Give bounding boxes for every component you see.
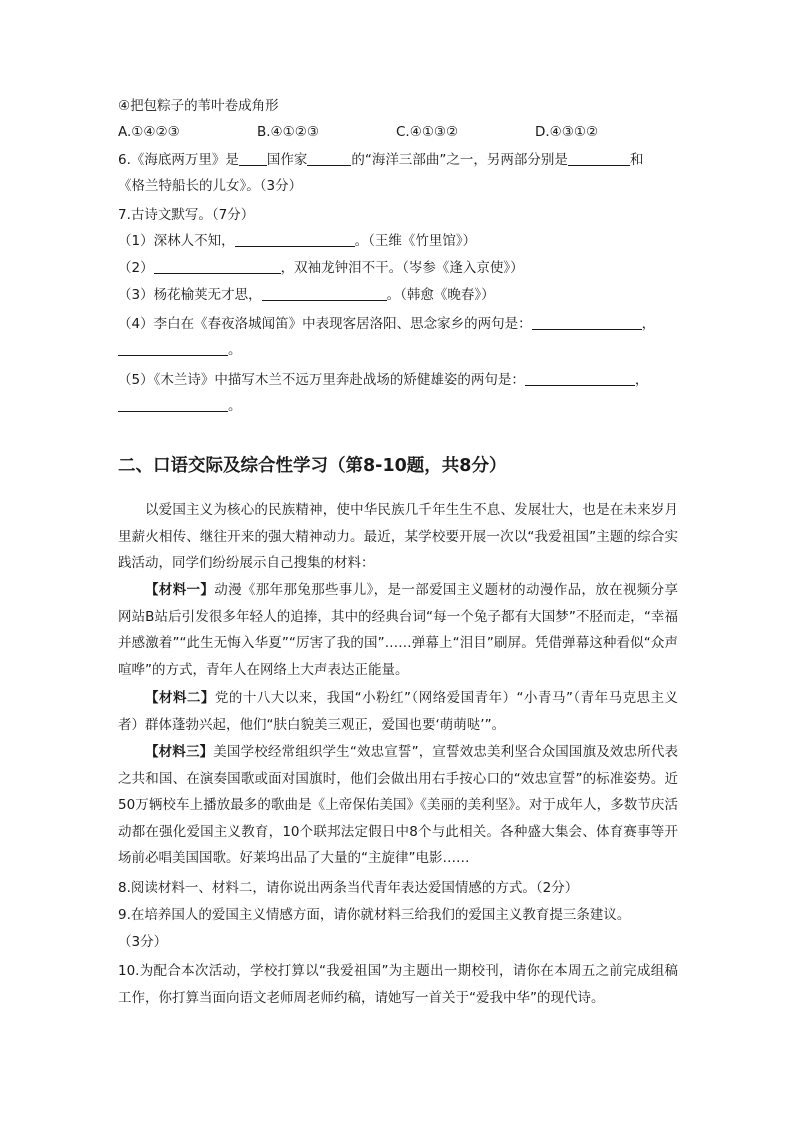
q6-line-1 <box>118 150 643 170</box>
q7-title: 7.古诗文默写。（7分） <box>118 207 255 223</box>
material-2 <box>118 685 678 738</box>
q5-option-d: D.④③①② <box>535 124 599 140</box>
q5-option-b: B.④①②③ <box>257 124 319 140</box>
q5-option-a: A.①④②③ <box>118 124 180 140</box>
q7-5-blank-a[interactable] <box>525 371 635 386</box>
q7-3-suffix: 。（韩愈《晚春》） <box>386 287 495 303</box>
q7-item-5-cont <box>118 396 242 416</box>
q7-5-prefix: （5）《木兰诗》中描写木兰不远万里奔赴战场的矫健雄姿的两句是： <box>118 372 525 388</box>
material-3-tag: 【材料三】 <box>145 744 214 760</box>
q5-item-4: ④把包粽子的苇叶卷成角形 <box>118 98 279 114</box>
q7-4-comma: ， <box>641 316 656 332</box>
q7-5-blank-b[interactable] <box>118 397 228 412</box>
material-2-tag: 【材料二】 <box>145 690 215 706</box>
q7-3-prefix: （3）杨花榆荚无才思， <box>118 287 262 303</box>
q7-1-prefix: （1）深林人不知， <box>118 233 235 249</box>
q5-option-c: C.④①③② <box>396 124 459 140</box>
q7-5-comma: ， <box>634 372 649 388</box>
q7-5-period: 。 <box>228 398 242 414</box>
q6-text-2: 国作家 <box>266 152 308 168</box>
q10-text: 10.为配合本次活动，学校打算以“我爱祖国”为主题出一期校刊，请你在本周五之前完成组稿工作，你打算当面向语文老师周老师约稿，请她写一首关于“爱我中华”的现代诗。 <box>118 963 678 1006</box>
q6-line-2: 《格兰特船长的儿女》。（3分） <box>118 178 303 194</box>
q8: 8.阅读材料一、材料二，请你说出两条当代青年表达爱国情感的方式。（2分） <box>118 880 579 896</box>
q7-item-4 <box>118 314 655 334</box>
q7-4-blank-b[interactable] <box>118 341 228 356</box>
q6-text-4: 和 <box>629 152 644 168</box>
material-1-tag: 【材料一】 <box>145 582 215 598</box>
material-2-text: 党的十八大以来，我国“小粉红”（网络爱国青年）“小青马”（青年马克思主义者）群体蓬勃兴起，他们“肤白貌美三观正，爱国也要‘萌萌哒’”。 <box>118 690 679 733</box>
q7-3-blank[interactable] <box>262 286 387 301</box>
q6-blank-country[interactable] <box>239 151 267 166</box>
q6-blank-author[interactable] <box>307 151 351 166</box>
q7-4-blank-a[interactable] <box>532 315 642 330</box>
q7-item-1 <box>118 231 476 251</box>
q6-text-3: 的“海洋三部曲”之一，另两部分别是 <box>351 152 568 168</box>
q7-4-period: 。 <box>228 342 242 358</box>
material-3-text: 美国学校经常组织学生“效忠宣誓”，宣誓效忠美利坚合众国国旗及效忠所代表之共和国、在演奏国歌或面对国旗时，他们会做出用右手按心口的“效忠宣誓”的标准姿势。近50万辆校车上播放最多的歌曲是《上帝保佑美国》《美丽的美利坚》。对于成年人，多数节庆活动都在强化爱国主义教育，10个联邦法定假日中8个与此相关。各种盛大集会、体育赛事等开场前必唱美国国歌。好莱坞出品了大量的“主旋律”电影…… <box>118 744 678 866</box>
q7-item-4-cont <box>118 340 242 360</box>
material-3 <box>118 739 678 872</box>
q7-1-suffix: 。（王维《竹里馆》） <box>354 233 477 249</box>
q6-blank-book[interactable] <box>568 151 630 166</box>
q10 <box>118 958 678 1011</box>
intro-text: 以爱国主义为核心的民族精神，使中华民族几千年生生不息、发展壮大，也是在未来岁月里薪火相传、继往开来的强大精神动力。最近，某学校要开展一次以“我爱祖国”主题的综合实践活动，同学们纷纷展示自己搜集的材料： <box>118 502 678 571</box>
section-2-title: 二、口语交际及综合性学习（第8-10题，共8分） <box>118 456 507 476</box>
q7-4-prefix: （4）李白在《春夜洛城闻笛》中表现客居洛阳、思念家乡的两句是： <box>118 316 532 332</box>
q9-line-2: （3分） <box>118 934 168 950</box>
q7-2-prefix: （2） <box>118 260 154 276</box>
q9-line-1: 9.在培养国人的爱国主义情感方面，请你就材料三给我们的爱国主义教育提三条建议。 <box>118 907 631 923</box>
q7-item-5 <box>118 370 648 390</box>
q7-2-blank[interactable] <box>154 259 281 274</box>
q7-2-suffix: ，双袖龙钟泪不干。（岑参《逢入京使》） <box>280 260 524 276</box>
q7-item-3 <box>118 285 495 305</box>
q7-item-2 <box>118 258 524 278</box>
intro-paragraph <box>118 497 678 577</box>
q6-text-1: 6.《海底两万里》是 <box>118 152 239 168</box>
material-1-text: 动漫《那年那兔那些事儿》，是一部爱国主义题材的动漫作品，放在视频分享网站B站后引发很多年轻人的追捧，其中的经典台词“每一个兔子都有大国梦”不胫而走，“幸福并感激着”“此生无悔入华夏”“厉害了我的国”……弹幕上“泪目”刷屏。凭借弹幕这种看似“众声喧哗”的方式，青年人在网络上大声表达正能量。 <box>118 582 679 678</box>
q7-1-blank[interactable] <box>235 232 355 247</box>
material-1 <box>118 577 678 683</box>
